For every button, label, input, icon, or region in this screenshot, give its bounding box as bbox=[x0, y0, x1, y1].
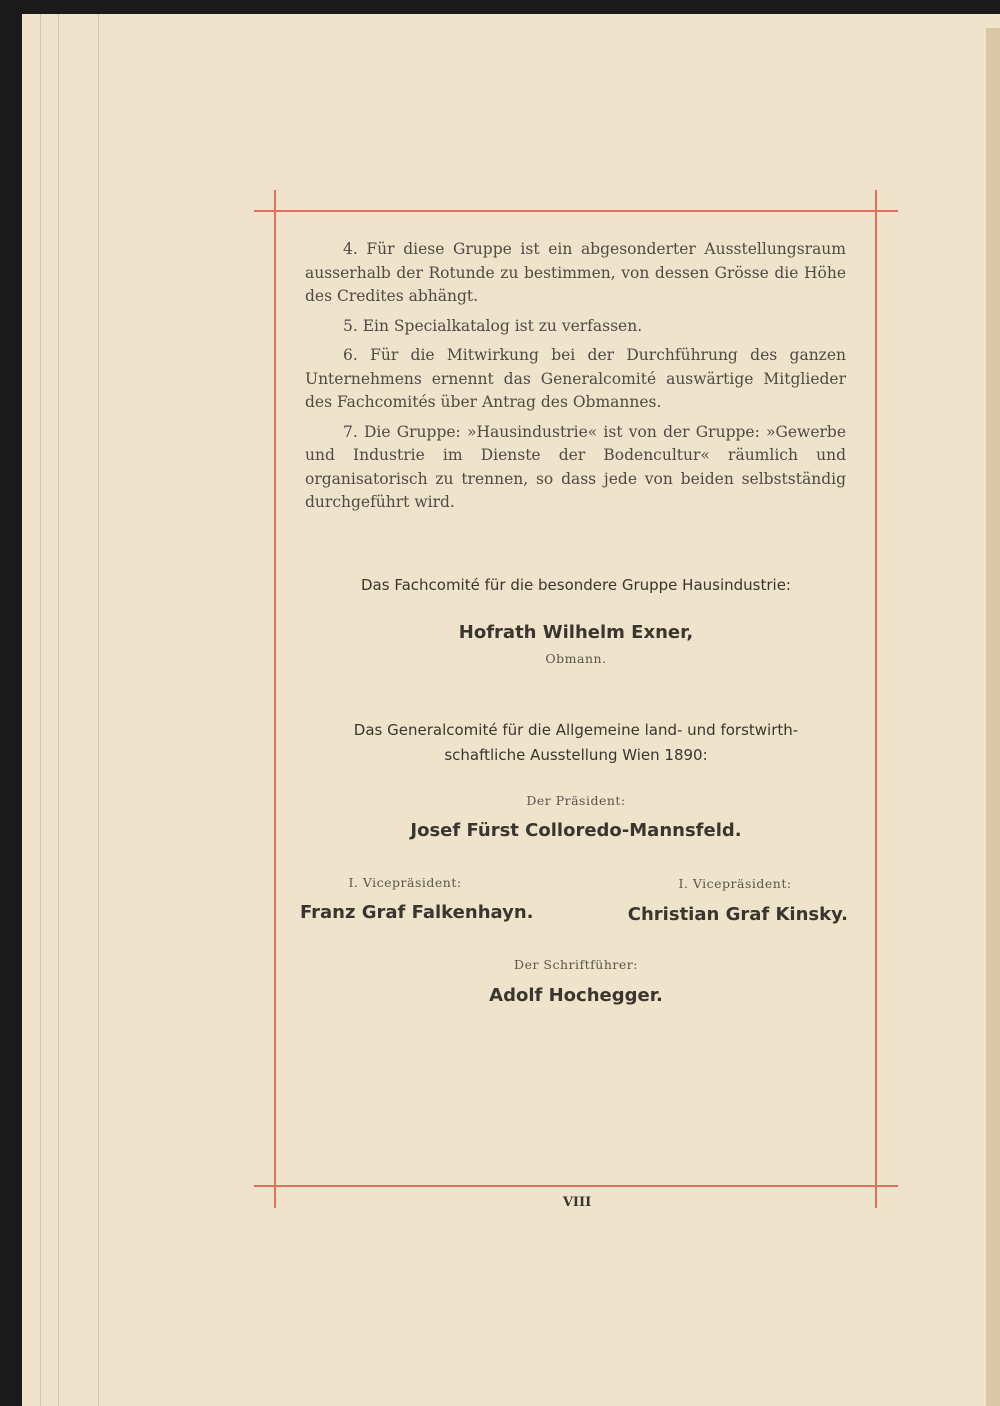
page-edge bbox=[40, 14, 41, 1406]
page-edge bbox=[98, 14, 99, 1406]
frame-corner-mark bbox=[875, 190, 877, 212]
facing-page-edge bbox=[986, 28, 1000, 1406]
paragraph: 6. Für die Mitwirkung bei der Durchführung des ganzen Unternehmens ernennt das Generalcomité auswärtige Mitglieder des Fachcomités über Antrag des Obmannes. bbox=[305, 346, 846, 411]
vice-left-label: I. Vicepräsident: bbox=[348, 875, 462, 890]
secretary-name: Adolf Hochegger. bbox=[489, 985, 663, 1006]
generalcomite-heading-line1: Das Generalcomité für die Allgemeine land- und forstwirth- bbox=[353, 721, 799, 739]
fachcomite-name: Hofrath Wilhelm Exner, bbox=[458, 622, 694, 643]
paragraph: 4. Für diese Gruppe ist ein abgesonderter Ausstellungsraum ausserhalb der Rotunde zu bestimmen, von dessen Grösse die Höhe des Credites abhängt. bbox=[305, 240, 846, 305]
frame-corner-mark bbox=[876, 1185, 898, 1187]
president-name: Josef Fürst Colloredo-Mannsfeld. bbox=[410, 820, 742, 841]
frame-corner-mark bbox=[254, 1185, 276, 1187]
page-edge bbox=[58, 14, 59, 1406]
secretary-label: Der Schriftführer: bbox=[514, 957, 638, 972]
program-text bbox=[305, 238, 846, 521]
president-label: Der Präsident: bbox=[526, 793, 626, 808]
vice-right-name: Christian Graf Kinsky. bbox=[627, 904, 848, 925]
vice-right-label: I. Vicepräsident: bbox=[678, 876, 792, 891]
vice-left-name: Franz Graf Falkenhayn. bbox=[300, 902, 534, 923]
frame-corner-mark bbox=[274, 190, 276, 212]
paragraph: 5. Ein Specialkatalog ist zu verfassen. bbox=[343, 316, 643, 335]
fachcomite-heading: Das Fachcomité für die besondere Gruppe Hausindustrie: bbox=[361, 576, 791, 594]
frame-corner-mark bbox=[274, 1186, 276, 1208]
frame-corner-mark bbox=[254, 210, 276, 212]
frame-corner-mark bbox=[876, 210, 898, 212]
fachcomite-role: Obmann. bbox=[545, 651, 607, 666]
page-number: VIII bbox=[562, 1195, 592, 1210]
frame-corner-mark bbox=[875, 1186, 877, 1208]
generalcomite-heading-line2: schaftliche Ausstellung Wien 1890: bbox=[444, 746, 708, 764]
paragraph: 7. Die Gruppe: »Hausindustrie« ist von der Gruppe: »Gewerbe und Industrie im Dienste der Bodencultur« räumlich und organisatorisch zu trennen, so dass jede von beiden selbstständig durchgeführt wird. bbox=[305, 422, 846, 511]
